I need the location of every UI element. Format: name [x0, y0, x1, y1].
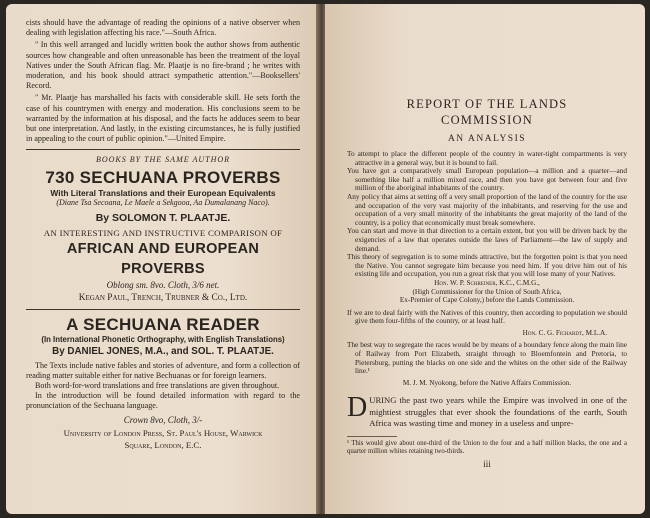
- footnote-rule: [347, 436, 397, 437]
- book-authors: By DANIEL JONES, M.A., and SOL. T. PLAATJE.: [52, 346, 274, 358]
- epigraph-quote: You have got a comparatively small European population—a million and a quarter—and something like half a million mixed race, and then you have got between four and five million of the aboriginal inhabitants of the country.: [347, 166, 627, 193]
- epigraph-quote: This theory of segregation is to some minds attractive, but the forgotten point is that you need the Native. You cannot segregate him because you need him. If you drive him out of his existing life and occupation, you run a great risk that you will lose many of your Natives.: [347, 252, 627, 279]
- book-subtitle: (In International Phonetic Orthography, with English Translations): [41, 335, 285, 345]
- divider: [26, 309, 300, 310]
- chapter-subtitle: AN ANALYSIS: [447, 134, 527, 144]
- book-price: Crown 8vo, Cloth, 3/-: [123, 415, 203, 426]
- epigraph-signature: Hon. W. P. Schreiner, K.C., C.M.G.,: [434, 278, 540, 287]
- chapter-title: REPORT OF THE LANDS: [406, 97, 568, 111]
- epigraph-quote: If we are to deal fairly with the Natives of this country, then according to population we should give them four-fifths of the country, or at least half.: [347, 307, 627, 326]
- book-subtitle: With Literal Translations and their European Equivalents: [50, 188, 276, 199]
- body-paragraph: [347, 392, 627, 429]
- epigraph-signature: (High Commissioner for the Union of South Africa,: [412, 287, 562, 296]
- chapter-title: COMMISSION: [441, 113, 533, 127]
- drop-cap: D: [347, 392, 368, 424]
- epigraph-quote: You can start and move in that direction to a certain extent, but you will be driven back by the exigencies of a law that operates outside the laws of Parliament—the law of supply and demand.: [347, 226, 627, 253]
- epigraph-quote: The best way to segregate the races would be by means of a boundary fence along the main line of Railway from Port Elizabeth, straight through to Bloemfontein and Pretoria, to Pietersburg, putting the blacks on one side and the whites on the other side of the Railway line.¹: [347, 340, 627, 376]
- book-description: In the introduction will be found detailed information with regard to the pronunciation of the Sechuana language.: [26, 391, 300, 411]
- book-price: Oblong sm. 8vo. Cloth, 3/6 net.: [106, 280, 220, 291]
- footnote: ¹ This would give about one-third of the Union to the four and a half million blacks, the one and a quarter million whites retaining two-thirds.: [347, 440, 627, 456]
- epigraph-quote: Any policy that aims at setting off a very small proportion of the land of the country for the use and occupation of the very vast majority of the inhabitants, and reserving for the use and occupation of a very small minority of the inhabitants the great majority of the land of the country, is a policy that economically must break somewhere.: [347, 191, 627, 227]
- book-author: By SOLOMON T. PLAATJE.: [95, 212, 231, 225]
- epigraph-signature: Hon. C. G. Fichardt, M.L.A.: [522, 328, 607, 337]
- epigraph-quote: To attempt to place the different people of the country in water-tight compartments is very attractive in a general way, but it is bound to fail.: [347, 149, 627, 167]
- book-publisher: Square, London, E.C.: [124, 440, 202, 451]
- right-page: [325, 4, 645, 514]
- book-title-proverbs: 730 SECHUANA PROVERBS: [45, 168, 281, 188]
- book-native-title: (Diane Tsa Secoana, Le Maele a Sekgooa, Aa Dumalanang Naco).: [56, 198, 270, 208]
- divider: [26, 149, 300, 150]
- epigraph-signature: Ex-Premier of Cape Colony,) before the Lands Commission.: [399, 296, 575, 305]
- review-paragraph: " Mr. Plaatje has marshalled his facts with considerable skill. He sets forth the case of his countrymen with energy and moderation. His conclusions seem to be warranted by the information at his disposal, and the facts he adduces seem to bear but one interpretation. And lastly, in the existing circumstances, he is fully justified in appealing to the court of public opinion."—United Empire.: [26, 93, 300, 144]
- books-heading: BOOKS BY THE SAME AUTHOR: [95, 155, 231, 165]
- book-description: The Texts include native fables and stories of adventure, and form a collection of reading matter suitable either for native Bechuanas or for foreign learners.: [26, 361, 300, 381]
- review-paragraph: cists should have the advantage of reading the opinions of a native observer when dealing with legislation affecting his race."—South Africa.: [26, 18, 300, 38]
- left-page: [6, 4, 318, 514]
- book-intro: AN INTERESTING AND INSTRUCTIVE COMPARISON OF: [43, 228, 283, 239]
- book-title-reader: A SECHUANA READER: [66, 315, 260, 335]
- book-title-african-european: AFRICAN AND EUROPEAN PROVERBS: [66, 241, 260, 278]
- epigraph-signature: M. J. M. Nyokong, before the Native Affairs Commission.: [402, 378, 572, 387]
- body-text: URING the past two years while the Empire was involved in one of the mightiest struggles that ever shook the foundations of the earth, South Africa was wasting time and money in a useless and unpre-: [369, 395, 627, 428]
- book-publisher: Kegan Paul, Trench, Trubner & Co., Ltd.: [78, 293, 248, 304]
- book-publisher: University of London Press, St. Paul's House, Warwick: [63, 428, 263, 439]
- review-paragraph: " In this well arranged and lucidly written book the author shows from authentic sources how changeable and often unreasonable has been the treatment of the loyal Natives under the South African flag. Mr. Plaatje is no fire-brand ; he writes with moderation, and his book should attract sympathetic attention."—Booksellers' Record.: [26, 40, 300, 91]
- book-description: Both word-for-word translations and free translations are given throughout.: [35, 381, 280, 391]
- page-number: iii: [483, 459, 491, 470]
